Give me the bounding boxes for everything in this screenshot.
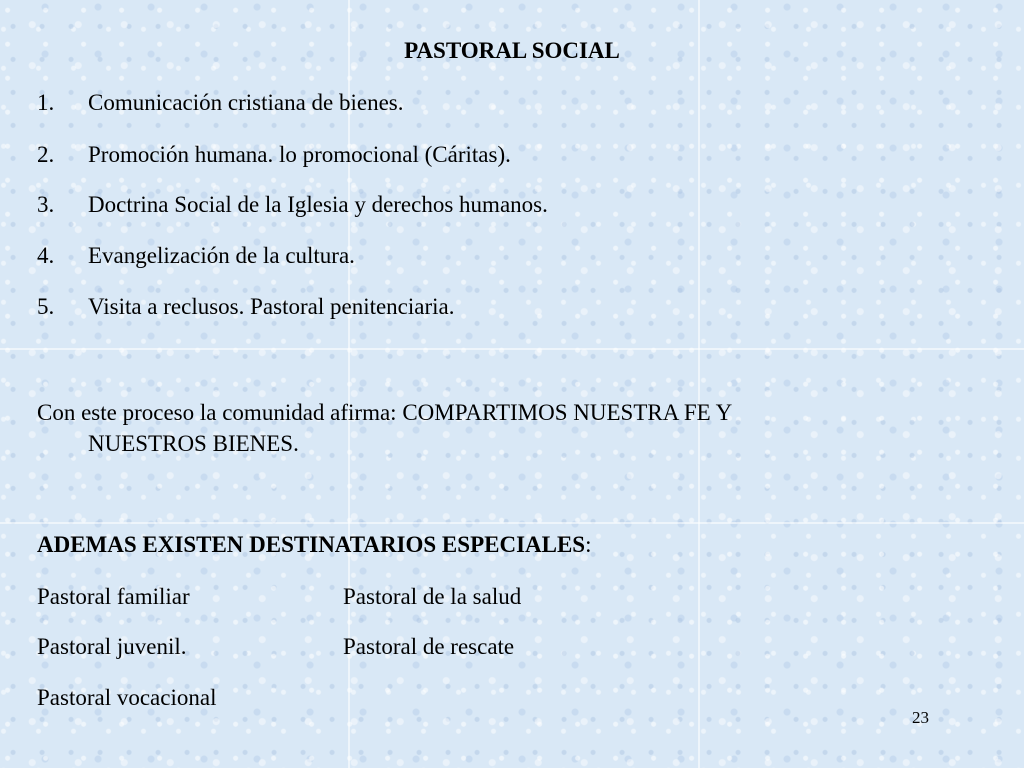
list-item-text: Doctrina Social de la Iglesia y derechos humanos. [88, 192, 548, 217]
community-statement [37, 397, 732, 459]
page-number: 23 [912, 708, 929, 727]
pastoral-right-item: Pastoral de rescate [343, 634, 515, 659]
list-item-text: Visita a reclusos. Pastoral penitenciaria. [88, 294, 455, 319]
slide-title: PASTORAL SOCIAL [404, 38, 620, 63]
pastoral-right-item: Pastoral de la salud [343, 584, 522, 609]
statement-line-2: NUESTROS BIENES. [88, 431, 299, 456]
statement-line-1: Con este proceso la comunidad afirma: COMPARTIMOS NUESTRA FE Y [37, 400, 733, 425]
special-heading-text: ADEMAS EXISTEN DESTINATARIOS ESPECIALES [37, 532, 586, 557]
pastoral-left-item: Pastoral juvenil. [37, 634, 187, 659]
background-tile-seam [698, 0, 700, 768]
list-item-text: Comunicación cristiana de bienes. [88, 90, 404, 115]
pastoral-left-item: Pastoral vocacional [37, 685, 217, 710]
list-item-number: 2. [37, 142, 55, 167]
list-item-number: 4. [37, 243, 55, 268]
background-tile-seam [0, 522, 1024, 524]
list-item-text: Promoción humana. lo promocional (Cáritas). [88, 142, 511, 167]
special-heading-colon: : [585, 532, 592, 557]
list-item-number: 1. [37, 90, 55, 115]
list-item-text: Evangelización de la cultura. [88, 243, 355, 268]
background-tile-seam [0, 348, 1024, 350]
list-item-number: 5. [37, 294, 55, 319]
pastoral-left-item: Pastoral familiar [37, 584, 190, 609]
list-item-number: 3. [37, 192, 55, 217]
special-recipients-heading [37, 532, 592, 558]
